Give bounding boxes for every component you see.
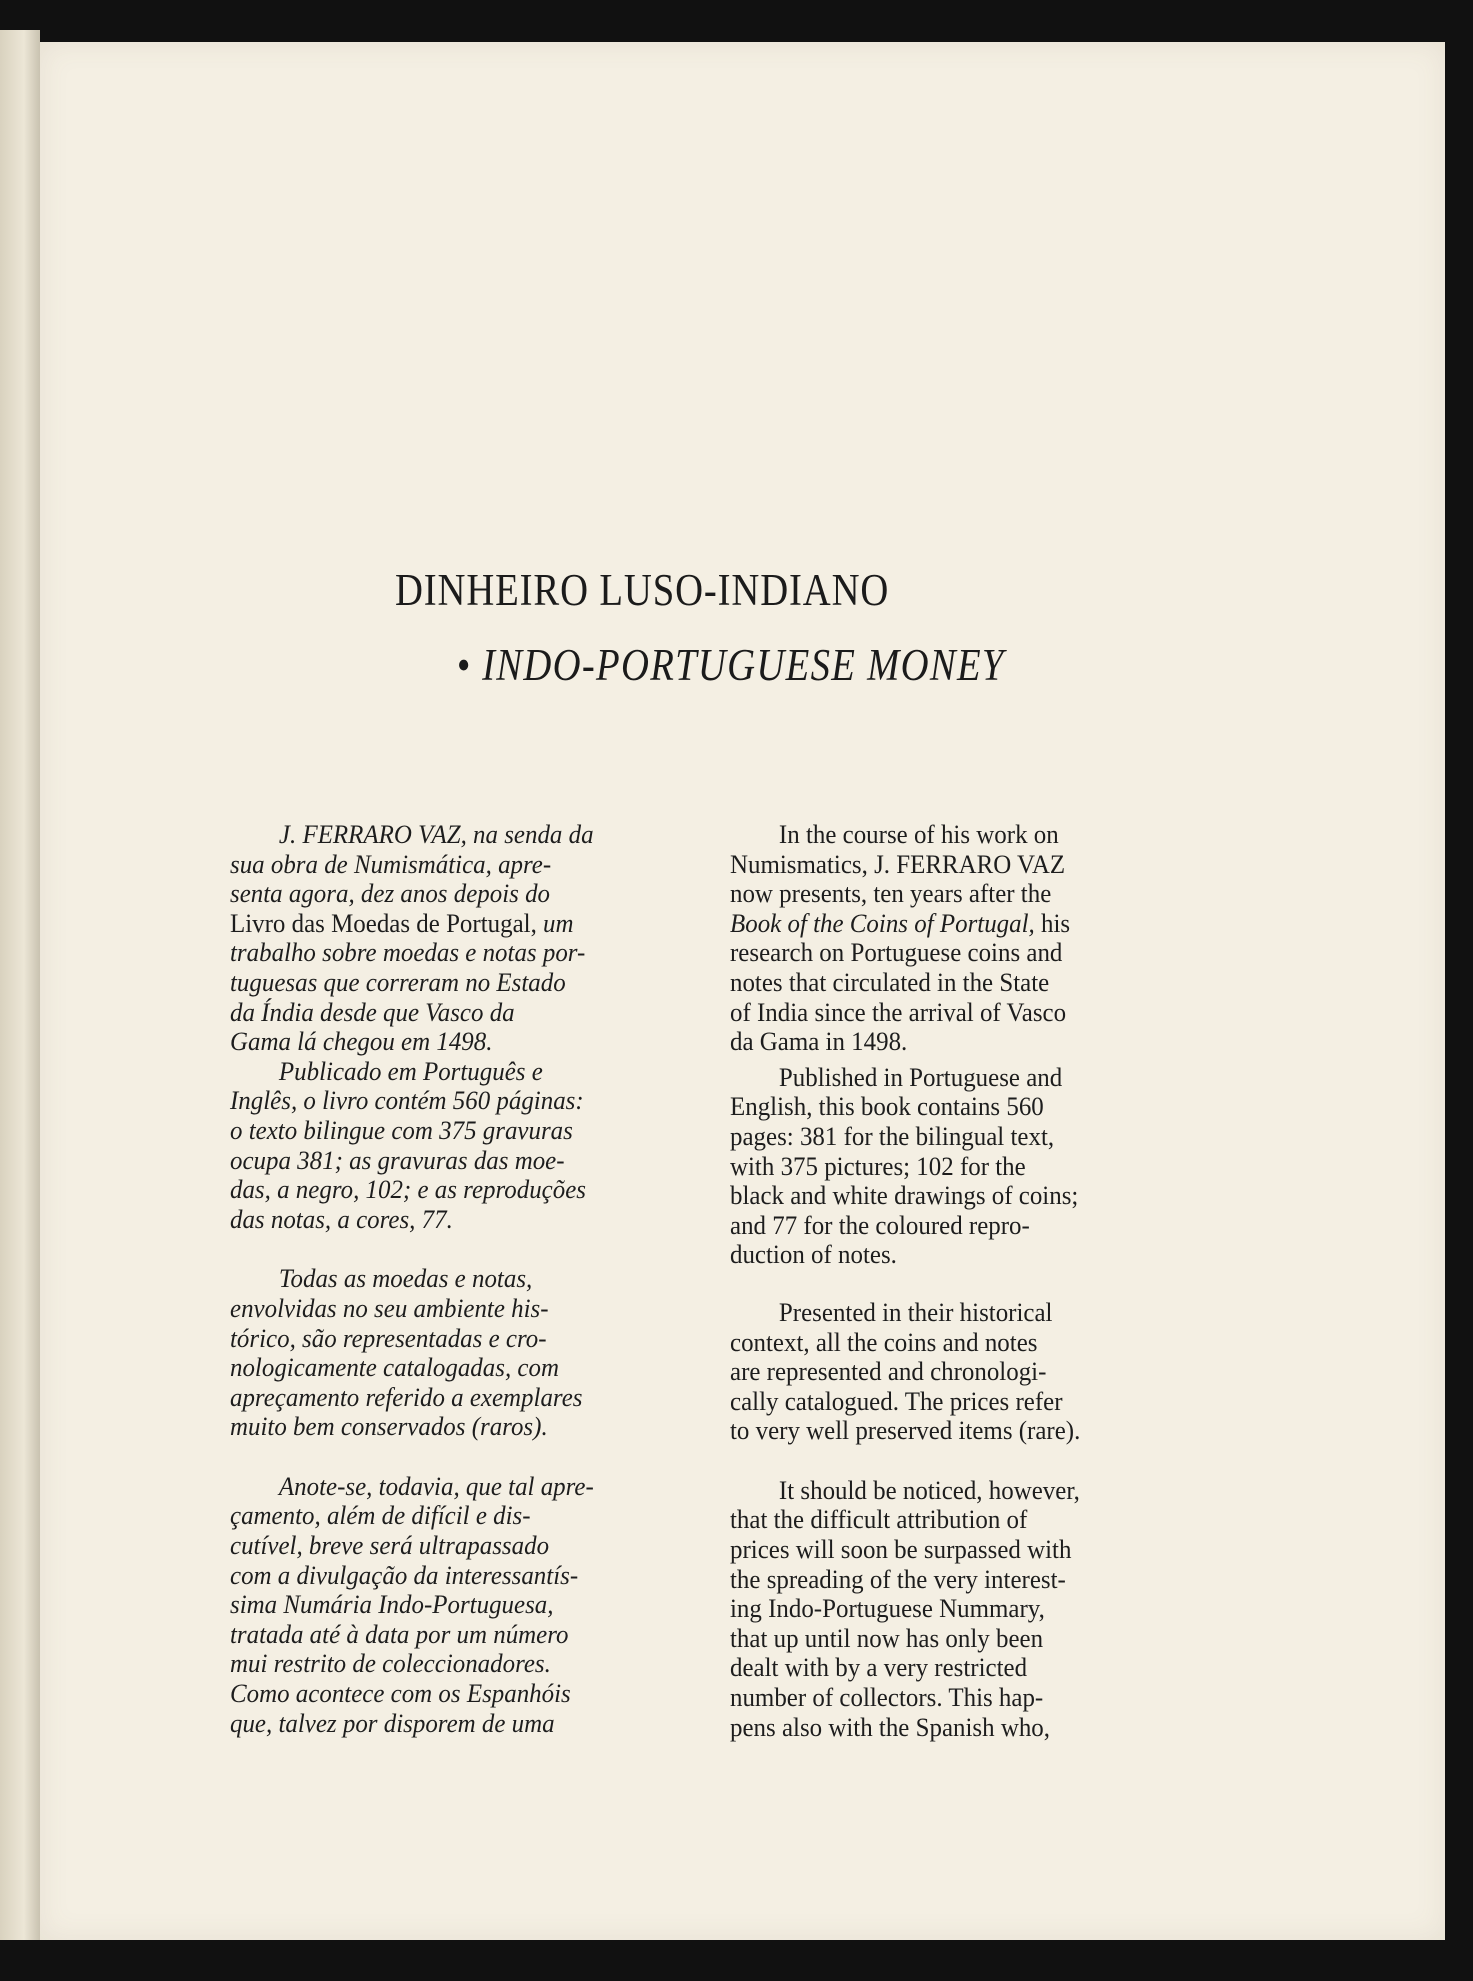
text-line: now presents, ten years after the — [730, 878, 1052, 909]
text-line: prices will soon be surpassed with — [730, 1534, 1072, 1565]
en-paragraph-3 — [730, 1298, 1240, 1446]
document-page — [40, 42, 1445, 1940]
text-line: ocupa 381; as gravuras das moe- — [230, 1144, 565, 1175]
text-line: das notas, a cores, 77. — [230, 1203, 453, 1234]
text-line: cutível, breve será ultrapassado — [230, 1530, 550, 1561]
pt-paragraph-3 — [230, 1264, 740, 1442]
text-line: context, all the coins and notes — [730, 1326, 1038, 1357]
en-paragraph-1 — [730, 820, 1240, 1057]
text-line: Publicado em Português e — [278, 1055, 543, 1086]
english-column — [730, 820, 1240, 1742]
en-paragraph-2 — [730, 1063, 1240, 1270]
text-line: nologicamente catalogadas, com — [230, 1352, 559, 1383]
text-line: Inglês, o livro contém 560 páginas: — [230, 1085, 584, 1116]
text-line: number of collectors. This hap- — [730, 1682, 1044, 1713]
book-title-italic: Book of the Coins of Portugal, — [730, 907, 1035, 938]
text-line: das, a negro, 102; e as reproduções — [230, 1174, 586, 1205]
text-line: ing Indo-Portuguese Nummary, — [730, 1593, 1045, 1624]
text-line: pages: 381 for the bilingual text, — [730, 1120, 1055, 1151]
text-line: Livro das Moedas de Portugal, um — [230, 907, 574, 938]
paragraph-gap — [230, 1442, 740, 1472]
text-line: Book of the Coins of Portugal, his — [730, 907, 1071, 938]
paragraph-gap — [230, 1234, 740, 1264]
text-line: Todas as moedas e notas, — [278, 1263, 533, 1294]
text-line: Presented in their historical — [778, 1296, 1053, 1327]
text-line: trabalho sobre moedas e notas por- — [230, 937, 586, 968]
pt-paragraph-1 — [230, 820, 740, 1057]
text-line: Numismatics, J. FERRARO VAZ — [730, 848, 1066, 879]
text-line: It should be noticed, however, — [778, 1474, 1080, 1505]
text-line: muito bem conservados (raros). — [230, 1411, 548, 1442]
text-line: dealt with by a very restricted — [730, 1652, 1028, 1683]
text-line: tratada até à data por um número — [230, 1618, 569, 1649]
title-block — [395, 560, 1295, 695]
pt-paragraph-4 — [230, 1472, 740, 1738]
text-line: sima Numária Indo-Portuguesa, — [230, 1589, 554, 1620]
text-line: apreçamento referido a exemplares — [230, 1381, 583, 1412]
text-line: In the course of his work on — [778, 819, 1059, 849]
text-line: black and white drawings of coins; — [730, 1180, 1079, 1211]
paragraph-gap — [730, 1270, 1240, 1298]
text-line: J. FERRARO VAZ, na senda da — [278, 819, 594, 849]
adjacent-page-edge — [0, 30, 40, 1940]
title-portuguese: DINHEIRO LUSO-INDIANO — [395, 565, 890, 615]
text-line: Published in Portuguese and — [778, 1061, 1063, 1092]
text-line: cally catalogued. The prices refer — [730, 1385, 1063, 1416]
text-line: Gama lá chegou em 1498. — [230, 1026, 493, 1057]
title-separator: • — [456, 640, 472, 690]
text-line: notes that circulated in the State — [730, 966, 1050, 997]
text-line: Anote-se, todavia, que tal apre- — [278, 1470, 594, 1501]
text-line: envolvidas no seu ambiente his- — [230, 1292, 549, 1323]
text-line: com a divulgação da interessantís- — [230, 1559, 579, 1590]
text-line: to very well preserved items (rare). — [730, 1415, 1081, 1446]
text-line: duction of notes. — [730, 1239, 897, 1270]
title-english: INDO-PORTUGUESE MONEY — [482, 640, 1005, 690]
text-line: that up until now has only been — [730, 1622, 1044, 1653]
text-line: pens also with the Spanish who, — [730, 1711, 1050, 1742]
text-line: da Gama in 1498. — [730, 1026, 908, 1057]
title-english-row — [395, 635, 1169, 695]
portuguese-column — [230, 820, 740, 1738]
pt-paragraph-2 — [230, 1057, 740, 1235]
text-line: sua obra de Numismática, apre- — [230, 848, 552, 879]
text-line: with 375 pictures; 102 for the — [730, 1150, 1026, 1181]
text-line: the spreading of the very interest- — [730, 1563, 1066, 1594]
text-line: da Índia desde que Vasco da — [230, 996, 515, 1027]
text-line: tórico, são representadas e cro- — [230, 1322, 547, 1353]
text-line: que, talvez por disporem de uma — [230, 1707, 555, 1738]
en-paragraph-4 — [730, 1476, 1240, 1742]
paragraph-gap — [730, 1446, 1240, 1476]
text-line: tuguesas que correram no Estado — [230, 966, 566, 997]
text-line: research on Portuguese coins and — [730, 937, 1063, 968]
text-line: English, this book contains 560 — [730, 1091, 1044, 1122]
text-line: mui restrito de coleccionadores. — [230, 1648, 551, 1679]
book-title-upright: Livro das Moedas de Portugal, — [230, 907, 537, 938]
text-line: çamento, além de difícil e dis- — [230, 1500, 531, 1531]
text-line: Como acontece com os Espanhóis — [230, 1678, 571, 1709]
text-line: that the difficult attribution of — [730, 1504, 1028, 1535]
text-line: of India since the arrival of Vasco — [730, 996, 1067, 1027]
text-line: and 77 for the coloured repro- — [730, 1209, 1030, 1240]
text-line: are represented and chronologi- — [730, 1356, 1047, 1387]
text-line: senta agora, dez anos depois do — [230, 878, 551, 909]
text-line: o texto bilingue com 375 gravuras — [230, 1114, 573, 1145]
